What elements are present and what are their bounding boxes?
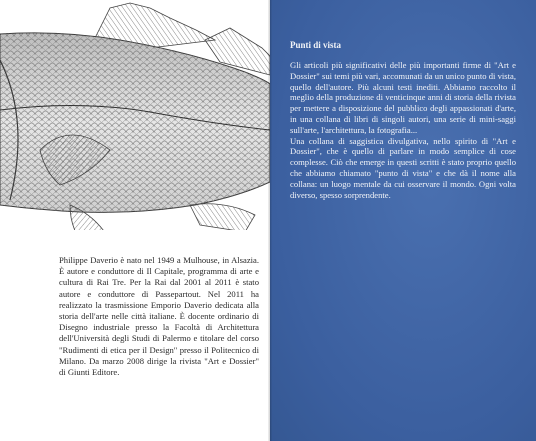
fish-illustration (0, 0, 270, 230)
series-description-paragraph-1: Gli articoli più significativi delle più importanti firme di "Art e Dossier" sui temi più vari, accomunati da un unico punto di vista, quello dell'autore. Più alcuni testi inediti. Abbiamo raccolto il meglio della produzione di venticinque anni di storia della rivista per mettere a disposizione del pubblico degli appassionati d'arte, in una collana di libri di singoli autori, una serie di mini-saggi sull'arte, l'architettura, la fotografia... (290, 60, 516, 135)
series-description-paragraph-2: Una collana di saggistica divulgativa, nello spirito di "Art e Dossier", che è quello di parlare in modo semplice di cose complesse. Ciò che emerge in questi scritti è stato proprio quello che abbiamo chiamato "punto di vista" e che dà il nome alla collana: un luogo mentale da cui osservare il mondo. Ogni volta diverso, spesso sorprendente. (290, 135, 516, 200)
series-blurb (290, 40, 516, 200)
series-title: Punti di vista (290, 40, 342, 50)
author-bio-paragraph: Philippe Daverio è nato nel 1949 a Mulhouse, in Alsazia. È autore e conduttore di Il Capitale, programma di arte e cultura di Rai Tre. Per la Rai dal 2001 al 2011 è stato autore e conduttore di Passepartout. Nel 2011 ha realizzato la trasmissione Emporio Daverio dedicata alla storia dell'arte nelle città italiane. È docente ordinario di Disegno industriale presso la Facoltà di Architettura dell'Università degli Studi di Palermo e titolare del corso "Rudimenti di etica per il Design" presso il Politecnico di Milano. Da marzo 2008 dirige la rivista "Art e Dossier" di Giunti Editore. (59, 255, 259, 378)
book-gutter (268, 0, 272, 441)
author-bio (59, 255, 259, 378)
